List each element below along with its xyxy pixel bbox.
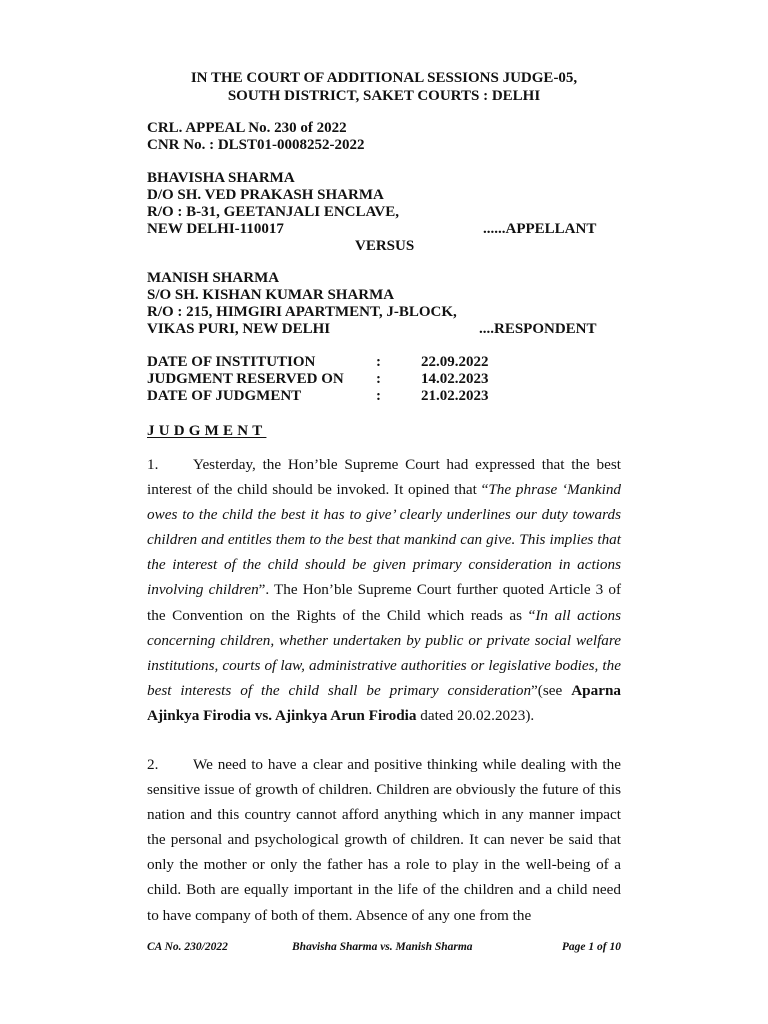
paragraph-2 bbox=[147, 752, 621, 928]
para1-text: ”(see bbox=[531, 681, 572, 699]
footer-case-number: CA No. 230/2022 bbox=[147, 941, 228, 953]
date-label: DATE OF JUDGMENT bbox=[147, 388, 302, 404]
date-separator: : bbox=[376, 354, 381, 370]
paragraph-1 bbox=[147, 452, 621, 728]
paragraph-number: 2. bbox=[147, 756, 159, 773]
date-label: DATE OF INSTITUTION bbox=[147, 354, 316, 370]
respondent-role: ....RESPONDENT bbox=[479, 321, 597, 337]
appeal-number: CRL. APPEAL No. 230 of 2022 bbox=[147, 120, 347, 136]
respondent-address2: VIKAS PURI, NEW DELHI bbox=[147, 321, 331, 337]
para1-text: Yesterday, the Hon’ble Supreme Court had expressed that the best interest of the child should be invoked. It opined that “ bbox=[147, 456, 621, 499]
page-footer bbox=[147, 941, 621, 957]
footer-parties: Bhavisha Sharma vs. Manish Sharma bbox=[292, 941, 473, 953]
para1-text: dated 20.02.2023). bbox=[416, 706, 535, 724]
versus-row bbox=[147, 238, 415, 255]
para2-text: We need to have a clear and positive thinking while dealing with the sensitive issue of growth of children. Children are obviously the future of this nation and this country cannot afford anything which in any manner impact the personal and psychological growth of children. It can never be said that only the mother or only the father has a role to play in the well-being of a child. Both are equally important in the life of the children and a child need to have company of both of them. Absence of any one from the bbox=[147, 756, 621, 924]
appellant-role: ......APPELLANT bbox=[483, 221, 597, 237]
para1-quote: The phrase ‘Mankind owes to the child the best it has to give’ clearly underlines our duty towards children and entitles them to the best that mankind can give. This implies that the interest of the child should be given primary consideration in actions involving children bbox=[147, 481, 622, 599]
respondent-block bbox=[147, 270, 597, 338]
respondent-address-row bbox=[147, 321, 597, 338]
judgment-heading: JUDGMENT bbox=[147, 423, 267, 439]
para1-text: ”. The Hon’ble Supreme Court further quoted Article 3 of the Convention on the Rights of the Child which reads as “ bbox=[147, 581, 621, 624]
court-title-line1: IN THE COURT OF ADDITIONAL SESSIONS JUDGE-05, bbox=[190, 70, 578, 86]
appellant-address1: R/O : B-31, GEETANJALI ENCLAVE, bbox=[147, 204, 399, 220]
versus-label: VERSUS bbox=[355, 238, 415, 254]
case-citation: Aparna Ajinkya Firodia vs. Ajinkya Arun Firodia bbox=[147, 681, 621, 724]
appellant-parent: D/O SH. VED PRAKASH SHARMA bbox=[147, 187, 384, 203]
case-details bbox=[147, 120, 365, 154]
respondent-parent: S/O SH. KISHAN KUMAR SHARMA bbox=[147, 287, 395, 303]
date-label: JUDGMENT RESERVED ON bbox=[147, 371, 344, 387]
court-title-line2: SOUTH DISTRICT, SAKET COURTS : DELHI bbox=[227, 88, 541, 104]
date-value: 14.02.2023 bbox=[421, 371, 489, 387]
respondent-name: MANISH SHARMA bbox=[147, 270, 280, 286]
appellant-block bbox=[147, 170, 597, 255]
cnr-number: CNR No. : DLST01-0008252-2022 bbox=[147, 137, 365, 153]
date-value: 22.09.2022 bbox=[421, 354, 489, 370]
para1-quote: In all actions concerning children, whether undertaken by public or private social welfare institutions, courts of law, administrative authorities or legislative bodies, the best interests of the child shall be primary consideration bbox=[147, 606, 621, 699]
respondent-address1: R/O : 215, HIMGIRI APARTMENT, J-BLOCK, bbox=[147, 304, 457, 320]
date-separator: : bbox=[376, 371, 381, 387]
paragraph-number: 1. bbox=[147, 456, 159, 473]
date-separator: : bbox=[376, 388, 381, 404]
appellant-address2: NEW DELHI-110017 bbox=[147, 221, 284, 237]
appellant-address-row bbox=[147, 221, 597, 238]
date-value: 21.02.2023 bbox=[421, 388, 489, 404]
footer-page-number: Page 1 of 10 bbox=[561, 941, 621, 953]
appellant-name: BHAVISHA SHARMA bbox=[147, 170, 295, 186]
